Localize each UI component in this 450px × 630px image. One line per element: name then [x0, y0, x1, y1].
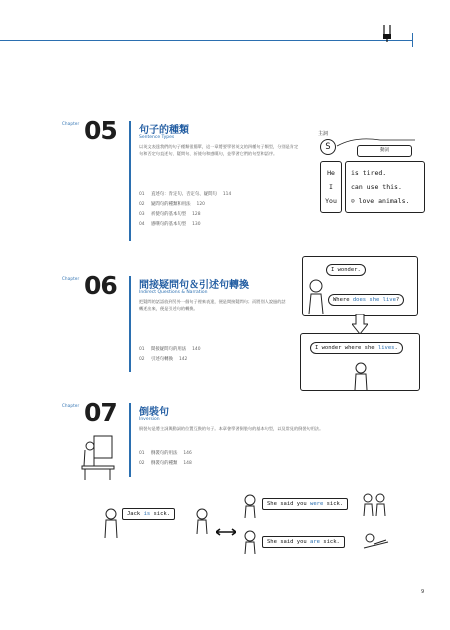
subject-label: 主詞: [318, 131, 329, 137]
chapter-title: 句子的種類: [139, 125, 189, 136]
chapter-subtitle: Indirect Questions & Narration: [139, 290, 208, 295]
sentence-structure-illustration: [315, 128, 430, 218]
chapter-subtitle: Inversion: [139, 417, 160, 422]
toc-item[interactable]: 02 引述句轉換 142: [139, 356, 188, 362]
statement-bubble: Jack is sick.: [122, 508, 175, 520]
chapter-description: 倒裝句是將主詞與動詞的位置互換的句子。本章會學習倒裝句的基本句型，以及常見的倒裝句用法。: [139, 426, 324, 431]
connector-icon: [335, 136, 425, 150]
double-arrow-icon: [216, 528, 236, 536]
thought-bubble-wonder: I wonder.: [326, 264, 366, 276]
chapter-tag: Chapter: [62, 121, 80, 126]
chapter-description: 以英文表達我們的句子種類很簡單，這一章將要學習英文的四種句子類型，分別是肯定句和否定句直述句、疑問句、祈使句和感嘆句，並學習它們的句型和語序。: [139, 144, 299, 156]
smiley-icon: ☺: [351, 198, 355, 205]
reported-speech-present-bubble: She said you are sick.: [262, 536, 345, 548]
result-bubble: I wonder where she lives.: [310, 342, 403, 354]
person-icon: [242, 530, 258, 554]
toc-item[interactable]: 01 直述句：肯定句、否定句、疑問句 114: [139, 191, 232, 197]
person-icon: [352, 362, 370, 390]
chapter-tag: Chapter: [62, 276, 80, 281]
people-group-icon: [362, 492, 388, 516]
chapter-title: 間接疑問句＆引述句轉換: [139, 280, 249, 291]
toc-item[interactable]: 01 倒裝句的用法 146: [139, 450, 192, 456]
toc-item[interactable]: 02 倒裝句的種類 148: [139, 460, 192, 466]
chapter-title: 倒裝句: [139, 407, 169, 418]
toc-item[interactable]: 02 疑問句的種類和用法 120: [139, 201, 205, 207]
person-icon: [306, 278, 328, 314]
chapter-toc: [139, 189, 231, 229]
number-badge: S: [320, 139, 336, 155]
chapter-toc: [139, 448, 192, 468]
inversion-illustration: [100, 490, 400, 565]
toc-item[interactable]: 04 感嘆句的基本句型 130: [139, 221, 201, 227]
page-number: 9: [421, 589, 425, 595]
chapter-number: 06: [84, 271, 117, 300]
header-rule: [0, 40, 412, 41]
reported-speech-past-bubble: She said you were sick.: [262, 498, 348, 510]
chapter-number: 05: [84, 116, 117, 145]
subject-column: He I You: [320, 161, 342, 213]
bookmark-icon: [382, 24, 392, 42]
sick-person-icon: [194, 508, 210, 534]
chapter-description: 把疑問的話語放到另外一個句子裡來表達，便是間接疑問句；而將別人說過的話轉述出來，便是引述句的轉換。: [139, 299, 286, 311]
chapter-toc: [139, 344, 201, 364]
indirect-question-illustration: [300, 256, 420, 391]
header-tick: [412, 33, 413, 47]
chapter-accent-bar: [129, 403, 131, 477]
chapter-number: 07: [84, 398, 117, 427]
person-icon: [242, 494, 258, 518]
chapter-tag: Chapter: [62, 403, 80, 408]
down-arrow-icon: [352, 314, 368, 334]
lying-person-icon: [362, 532, 390, 552]
toc-item[interactable]: 01 間接疑問句的用法 140: [139, 346, 201, 352]
chapter-accent-bar: [129, 121, 131, 241]
person-at-desk-icon: [80, 432, 116, 480]
question-bubble: Where does she live?: [328, 294, 404, 306]
predicate-column: is tired. can use this. ☺ love animals.: [345, 161, 425, 213]
verb-label: 動詞: [357, 145, 412, 157]
chapter-accent-bar: [129, 276, 131, 372]
toc-item[interactable]: 03 祈使句的基本句型 128: [139, 211, 201, 217]
predicate-with-heart: ☺ love animals.: [351, 197, 410, 205]
chapter-subtitle: Sentence Types: [139, 135, 175, 140]
person-icon: [102, 508, 120, 538]
